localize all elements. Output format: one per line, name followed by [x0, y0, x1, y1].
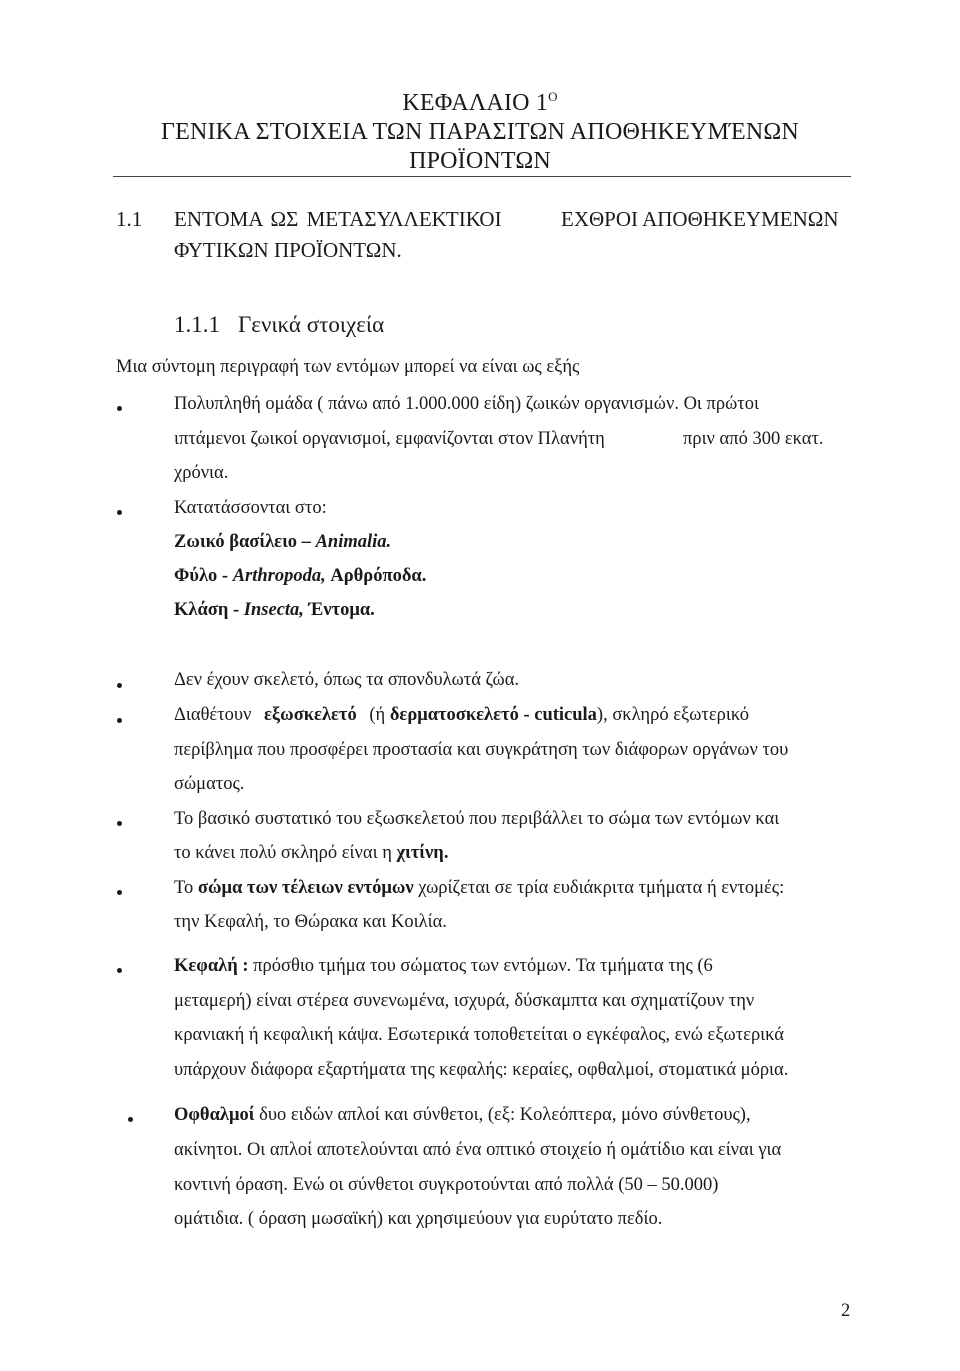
class-greek: Έντομα. — [308, 600, 375, 620]
subsection-number: 1.1.1 — [174, 312, 220, 337]
bullet8-line4: ομάτιδια. ( όραση μωσαϊκή) και χρησιμεύουν για ευρύτατο πεδίο. — [174, 1209, 663, 1229]
bullet6-post: χωρίζεται σε τρία ευδιάκριτα τμήματα ή εντομές: — [418, 878, 785, 898]
bullet8-bold: Οφθαλμοί — [174, 1105, 255, 1125]
bullet7-line1-text: πρόσθιο τμήμα του σώματος των εντόμων. Τα τμήματα της (6 — [253, 956, 713, 976]
bullet5-bold: χιτίνη. — [396, 843, 449, 863]
bullet4-line3: σώματος. — [174, 774, 245, 794]
phylum-label: Φύλο - — [174, 566, 229, 586]
bullet-point — [117, 890, 122, 895]
chapter-number: ΚΕΦΑΛΑΙΟ 1 — [402, 90, 549, 116]
bullet1-line1: Πολυπληθή ομάδα ( πάνω από 1.000.000 είδη) ζωικών οργανισμών. Οι πρώτοι — [174, 394, 759, 414]
bullet-point — [117, 510, 122, 515]
title-divider — [113, 176, 851, 177]
class-label: Κλάση - — [174, 600, 240, 620]
phylum-greek: Αρθρόποδα. — [330, 566, 427, 586]
bullet1-line2b: πριν από 300 εκατ. — [683, 429, 824, 449]
bullet6-line2: την Κεφαλή, το Θώρακα και Κοιλία. — [174, 912, 447, 932]
bullet7-line1 — [174, 956, 713, 977]
bullet6-line1 — [174, 878, 784, 899]
bullet4-bold1: εξωσκελετό — [264, 705, 357, 725]
bullet-point — [128, 1117, 133, 1122]
section-number: 1.1 — [116, 207, 143, 231]
classification-class — [174, 600, 375, 621]
bullet-point — [117, 968, 122, 973]
bullet4-post: ), σκληρό εξωτερικό — [596, 705, 749, 725]
bullet5-line2 — [174, 843, 448, 864]
bullet-point — [117, 683, 122, 688]
chapter-title-line3: ΠΡΟΪΟΝΤΩΝ — [409, 148, 551, 174]
chapter-title-line2: ΓΕΝΙΚΑ ΣΤΟΙΧΕΙΑ ΤΩΝ ΠΑΡΑΣΙΤΩΝ ΑΠΟΘΗΚΕΥΜΈΝΩΝ — [161, 119, 799, 145]
kingdom-value: Animalia. — [315, 532, 392, 552]
bullet6-pre: Το — [174, 878, 194, 898]
bullet4-line1 — [174, 705, 749, 726]
chapter-title-line1 — [0, 89, 960, 117]
subsection-title: Γενικά στοιχεία — [238, 312, 385, 337]
bullet7-line2: μεταμερή) είναι στέρεα συνενωμένα, ισχυρά, δύσκαμπτα και σχηματίζουν την — [174, 991, 755, 1011]
bullet1-line3: χρόνια. — [174, 463, 229, 483]
bullet4-bold2: δερματοσκελετό - cuticula — [389, 705, 597, 725]
classification-kingdom — [174, 532, 391, 553]
bullet8-line2: ακίνητοι. Οι απλοί αποτελούνται από ένα οπτικό στοιχείο ή ομάτίδιο και είναι για — [174, 1140, 782, 1160]
page-number: 2 — [841, 1301, 851, 1321]
bullet4-pre: Διαθέτουν — [174, 705, 252, 725]
bullet8-line3: κοντινή όραση. Ενώ οι σύνθετοι συγκροτούνται από πολλά (50 – 50.000) — [174, 1175, 719, 1195]
bullet6-bold: σώμα των τέλειων εντόμων — [197, 878, 414, 898]
intro-text: Μια σύντομη περιγραφή των εντόμων μπορεί να είναι ως εξής — [116, 357, 580, 377]
bullet7-line4: υπάρχουν διάφορα εξαρτήματα της κεφαλής: κεραίες, οφθαλμοί, στοματικά μόρια. — [174, 1060, 789, 1080]
section-title-part3: ΦΥΤΙΚΩΝ ΠΡΟΪΟΝΤΩΝ. — [174, 238, 402, 262]
phylum-value: Arthropoda, — [232, 566, 326, 586]
bullet1-line2a: ιπτάμενοι ζωικοί οργανισμοί, εμφανίζονται στον Πλανήτη — [174, 429, 605, 449]
bullet7-bold: Κεφαλή : — [174, 956, 249, 976]
class-value: Insecta, — [243, 600, 304, 620]
bullet4-line2: περίβλημα που προσφέρει προστασία και συγκράτηση των διάφορων οργάνων του — [174, 740, 789, 760]
bullet8-line1-text: δυο ειδών απλοί και σύνθετοι, (εξ: Κολεόπτερα, μόνο σύνθετους), — [259, 1105, 751, 1125]
kingdom-label: Ζωικό βασίλειο – — [174, 532, 311, 552]
bullet-point — [117, 718, 122, 723]
section-title-part1: ΕΝΤΟΜΑ ΩΣ ΜΕΤΑΣΥΛΛΕΚΤΙΚΟΙ — [174, 207, 502, 231]
bullet-point — [117, 821, 122, 826]
chapter-superscript: O — [548, 89, 558, 104]
bullet5-line2-text: το κάνει πολύ σκληρό είναι η — [174, 843, 392, 863]
bullet7-line3: κρανιακή ή κεφαλική κάψα. Εσωτερικά τοποθετείται ο εγκέφαλος, ενώ εξωτερικά — [174, 1025, 785, 1045]
bullet4-mid: (ή — [369, 705, 386, 725]
section-title-part2: ΕΧΘΡΟΙ ΑΠΟΘΗΚΕΥΜΕΝΩΝ — [561, 207, 839, 231]
bullet3-text: Δεν έχουν σκελετό, όπως τα σπονδυλωτά ζώα. — [174, 670, 520, 690]
bullet2-line1: Κατατάσσονται στο: — [174, 498, 327, 518]
bullet5-line1: Το βασικό συστατικό του εξωσκελετού που περιβάλλει το σώμα των εντόμων και — [174, 809, 780, 829]
classification-phylum — [174, 566, 426, 587]
bullet-point — [117, 406, 122, 411]
bullet8-line1 — [174, 1105, 751, 1126]
